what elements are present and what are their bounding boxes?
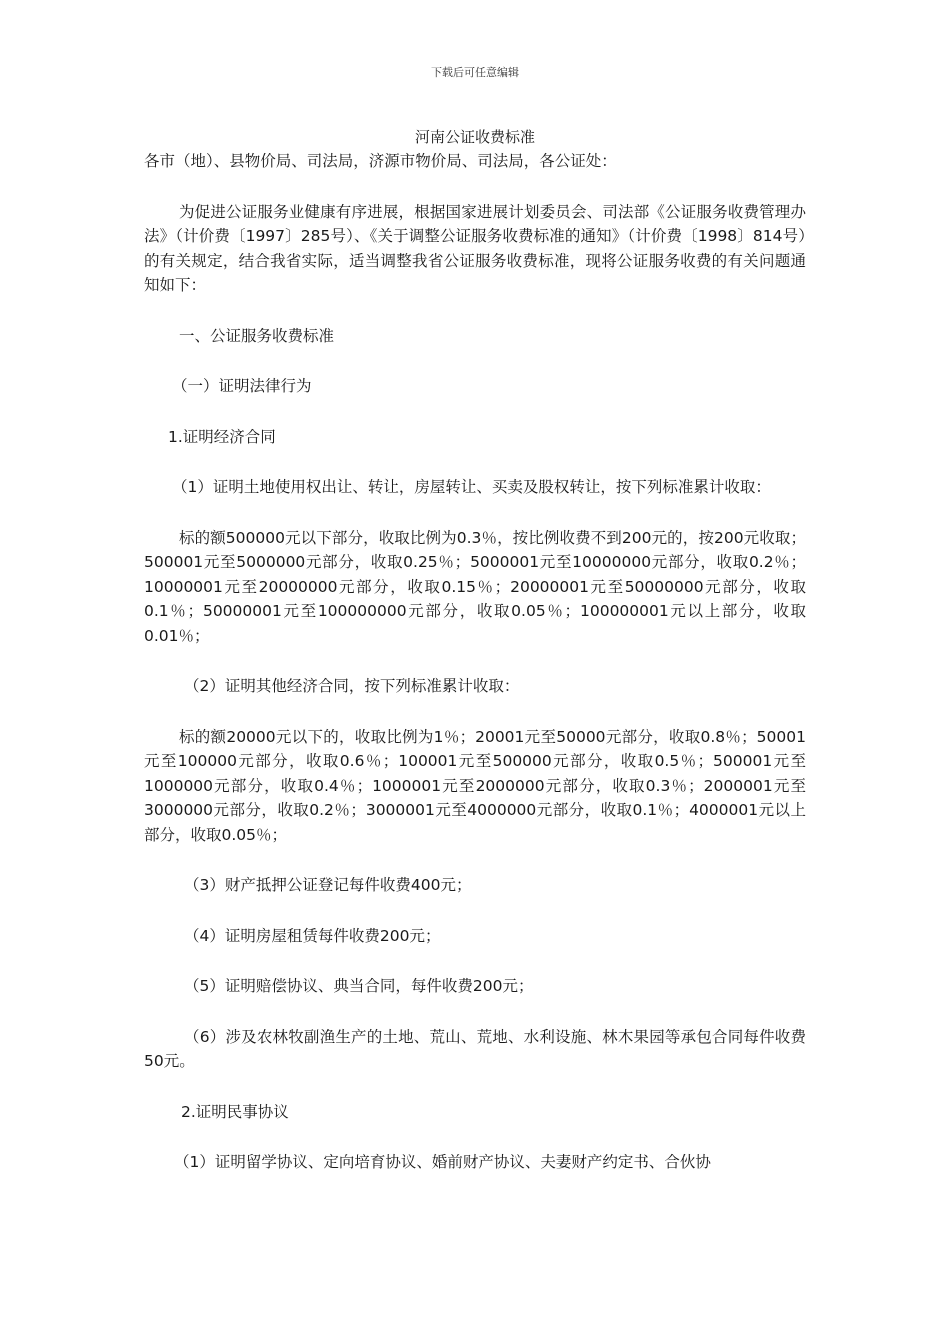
item-heading-1: 1.证明经济合同 [168,427,276,446]
salutation: 各市（地）、县物价局、司法局，济源市物价局、司法局，各公证处： [144,152,617,170]
clause-5: （5）证明赔偿协议、典当合同，每件收费200元； [184,977,534,995]
page-header: 下载后可任意编辑 [431,66,519,79]
section-heading-1: 一、公证服务收费标准 [179,326,335,345]
body-text [144,149,806,1175]
intro-paragraph: 为促进公证服务业健康有序进展，根据国家进展计划委员会、司法部《公证服务收费管理办法》（计价费〔1997〕285号）、《关于调整公证服务收费标准的通知》（计价费〔1998〕814号）的有关规定，结合我省实际，适当调整我省公证服务收费标准，现将公证服务收费的有关问题通知如下： [144,202,806,294]
clause-1: （1）证明土地使用权出让、转让，房屋转让、买卖及股权转让，按下列标准累计收取： [172,478,771,496]
document-title: 河南公证收费标准 [414,128,535,146]
item-heading-2: 2.证明民事协议 [181,1102,289,1121]
fee-schedule-2: 标的额20000元以下的，收取比例为1％；20001元至50000元部分，收取0.8％；50001元至100000元部分，收取0.6％；100001元至500000元部分，收取0.5％；500001元至1000000元部分，收取0.4％；1000001元至2000000元部分，收取0.3％；2000001元至3000000元部分，收取0.2％；3000001元至4000000元部分，收取0.1％；4000001元以上部分，收取0.05％； [144,727,806,844]
fee-schedule-1: 标的额500000元以下部分，收取比例为0.3％，按比例收费不到200元的，按200元收取；500001元至5000000元部分，收取0.25％；5000001元至10000000元部分，收取0.2％；10000001元至20000000元部分，收取0.15％；20000001元至50000000元部分，收取0.1％；50000001元至100000000元部分，收取0.05％；100000001元以上部分，收取0.01％； [144,528,806,645]
clause-3: （3）财产抵押公证登记每件收费400元； [184,876,472,894]
clause-7: （1）证明留学协议、定向培育协议、婚前财产协议、夫妻财产约定书、合伙协 [174,1153,711,1171]
clause-6: （6）涉及农林牧副渔生产的土地、荒山、荒地、水利设施、林木果园等承包合同每件收费50元。 [144,1027,806,1070]
clause-2: （2）证明其他经济合同，按下列标准累计收取： [184,677,520,695]
clause-4: （4）证明房屋租赁每件收费200元； [184,926,441,945]
subsection-heading-1: （一）证明法律行为 [172,377,312,395]
